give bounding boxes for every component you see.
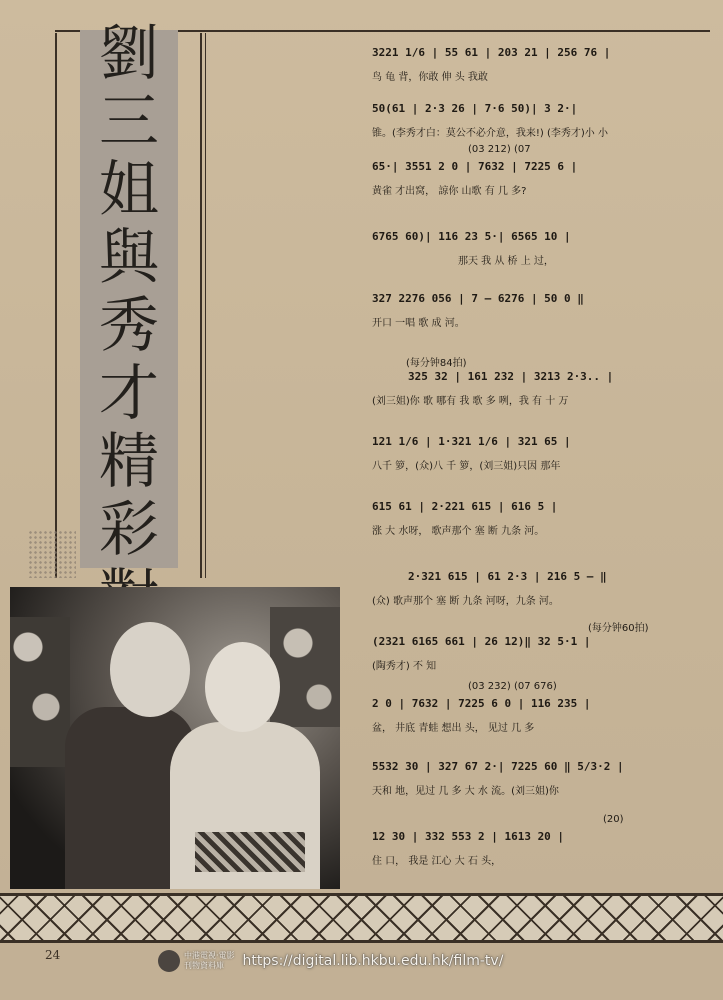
score-lyrics-line: 八千 箩，(众)八 千 箩，(刘三姐)只因 那年	[372, 461, 561, 472]
score-notation-line: 325 32 | 161 232 | 3213 2·3.. |	[408, 370, 614, 383]
film-still-photo	[10, 587, 340, 889]
score-lyrics-line: (众) 歌声那个 塞 断 九条 河呀，九条 河。	[372, 596, 559, 607]
title-char: 姐	[99, 155, 159, 225]
score-notation-line: 2·321 615 | 61 2·3 | 216 5 — ‖	[408, 570, 607, 583]
score-lyrics-line: 鸟 龟 背，你敢 伸 头 我敢	[372, 72, 488, 83]
score-tempo-marking: (03 212) (07	[468, 144, 531, 155]
score-lyrics-line: (陶秀才) 不 知	[372, 661, 437, 672]
decorative-border	[0, 893, 723, 943]
score-tempo-marking: (20)	[603, 814, 624, 825]
score-notation-line: 327 2276 056 | 7 — 6276 | 50 0 ‖	[372, 292, 584, 305]
score-notation-line: 50(61 | 2·3 26 | 7·6 50)| 3 2·|	[372, 102, 578, 115]
title-char: 與	[99, 223, 159, 293]
score-lyrics-line: 涨 大 水呀， 歌声那个 塞 断 九条 河。	[372, 526, 545, 537]
halftone-dots	[28, 530, 76, 578]
score-lyrics-line: 住 口， 我是 江心 大 石 头，	[372, 856, 502, 867]
page-number: 24	[45, 948, 61, 962]
score-tempo-marking: (每分钟84拍)	[406, 358, 467, 369]
score-lyrics-line: 盆， 井底 青蛙 想出 头， 见过 几 多	[372, 723, 535, 734]
score-notation-line: 615 61 | 2·221 615 | 616 5 |	[372, 500, 558, 513]
score-lyrics-line: 黄雀 才出窝， 諒你 山歌 有 几 多?	[372, 186, 527, 197]
title-char: 劉	[99, 19, 159, 89]
score-notation-line: 6765 60)| 116 23 5·| 6565 10 |	[372, 230, 571, 243]
score-notation-line: 65·| 3551 2 0 | 7632 | 7225 6 |	[372, 160, 578, 173]
library-name-line2: 刊物資料庫	[184, 961, 224, 970]
left-rule	[55, 33, 57, 578]
title-rule-inner	[205, 33, 206, 578]
library-logo-icon	[158, 950, 180, 972]
title-char: 才	[99, 359, 159, 429]
title-char: 彩	[99, 495, 159, 565]
score-tempo-marking: (03 232) (07 676)	[468, 681, 557, 692]
library-watermark[interactable]	[158, 950, 503, 972]
score-lyrics-line: 天和 地，见过 几 多 大 水 流。(刘三姐)你	[372, 786, 559, 797]
score-lyrics-line: 开口 一唱 歌 成 河。	[372, 318, 465, 329]
score-lyrics-line: (刘三姐)你 歌 哪有 我 歌 多 咧，我 有 十 万	[372, 396, 569, 407]
title-char: 精	[99, 427, 159, 497]
library-name-line1: 中港電視·電影	[184, 951, 235, 960]
score-notation-line: 2 0 | 7632 | 7225 6 0 | 116 235 |	[372, 697, 591, 710]
score-notation-line: 5532 30 | 327 67 2·| 7225 60 ‖ 5/3·2 |	[372, 760, 624, 773]
score-lyrics-line: 那天 我 从 桥 上 过，	[458, 256, 554, 267]
title-char: 三	[99, 87, 159, 157]
library-url[interactable]: https://digital.lib.hkbu.edu.hk/film-tv/	[242, 953, 504, 969]
score-notation-line: (2321 6165 661 | 26 12)‖ 32 5·1 |	[372, 635, 591, 648]
score-notation-line: 3221 1/6 | 55 61 | 203 21 | 256 76 |	[372, 46, 611, 59]
title-rule	[200, 33, 202, 578]
title-char: 秀	[99, 291, 159, 361]
score-lyrics-line: 锥。(李秀才白：莫公不必介意，我来!) (李秀才)小 小	[372, 128, 608, 139]
score-notation-line: 121 1/6 | 1·321 1/6 | 321 65 |	[372, 435, 571, 448]
score-tempo-marking: (每分钟60拍)	[588, 623, 649, 634]
score-notation-line: 12 30 | 332 553 2 | 1613 20 |	[372, 830, 565, 843]
